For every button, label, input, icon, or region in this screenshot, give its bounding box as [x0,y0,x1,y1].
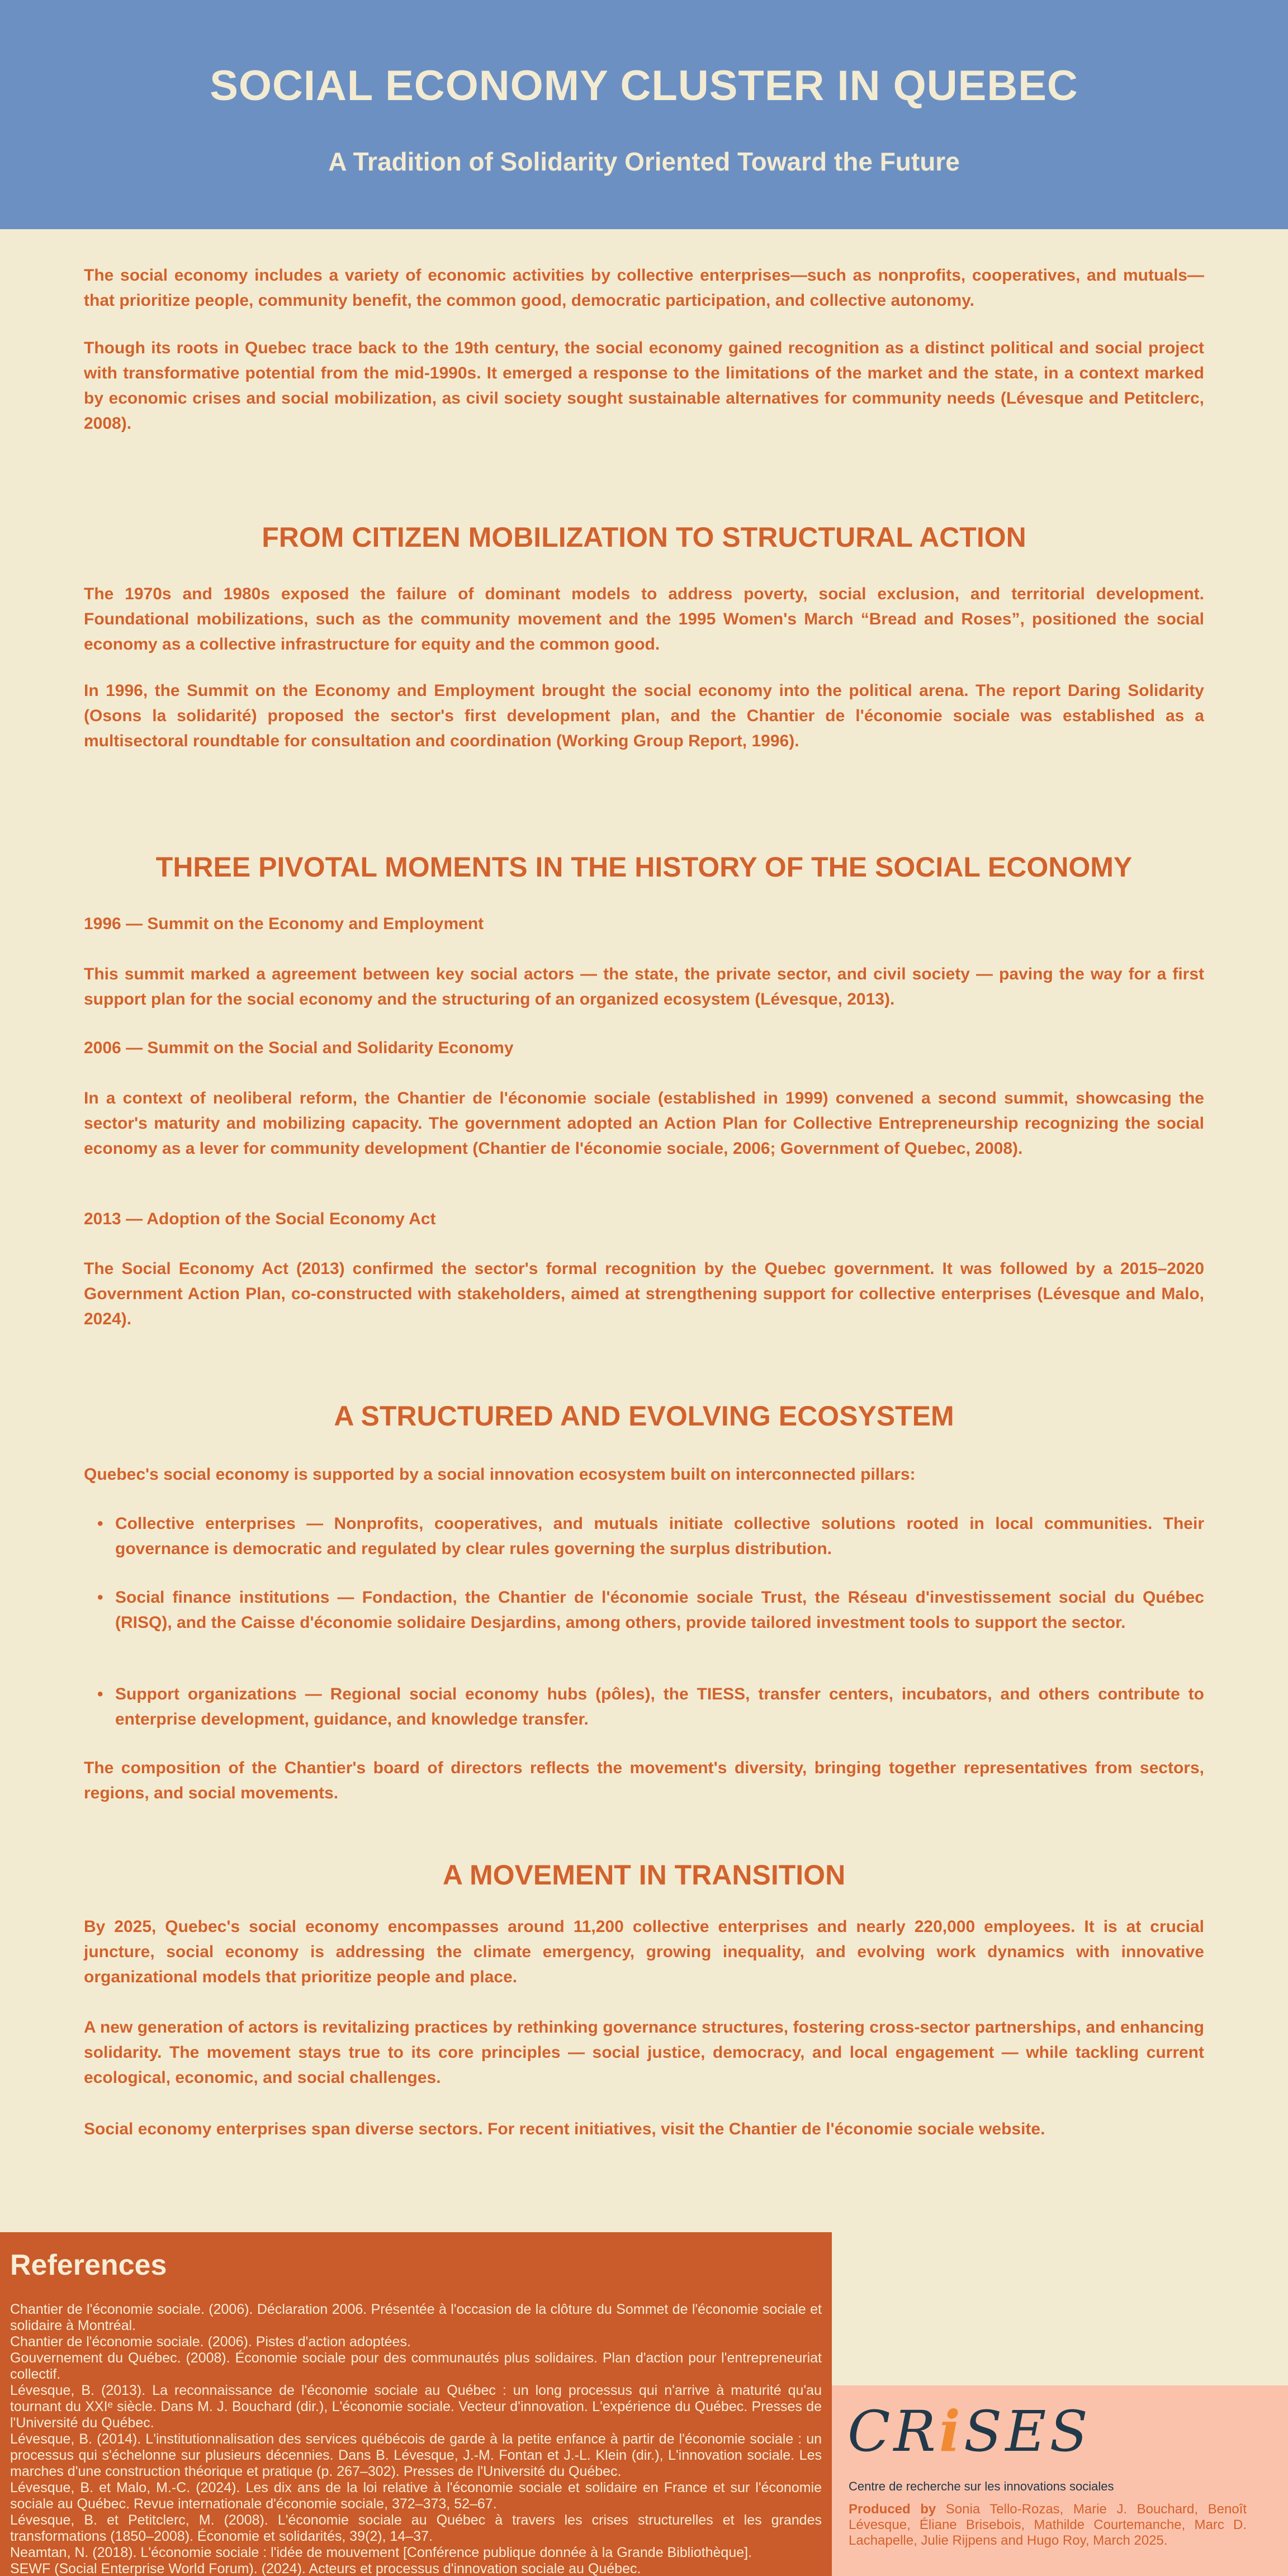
page-subtitle: A Tradition of Solidarity Oriented Toward the Future [328,147,960,176]
moment-1996-title: 1996 — Summit on the Economy and Employment [84,915,484,933]
intro-paragraph-2: Though its roots in Quebec trace back to the 19th century, the social economy gained recognition as a distinct political and social project with transformative potential from the mid-1990s. It emerged a response to the limitations of the market and the state, in a context marked by economic crises and social mobilization, as civil society sought sustainable alternatives for community needs (Lévesque and Petitclerc, 2008). [84,339,1204,433]
section-heading-citizen-mobilization: FROM CITIZEN MOBILIZATION TO STRUCTURAL ACTION [262,522,1026,553]
credits-panel [832,2385,1288,2576]
transition-paragraph-1: By 2025, Quebec's social economy encompasses around 11,200 collective enterprises and nearly 220,000 employees. It is at crucial juncture, social economy is addressing the climate emergency, growing inequality, and evolving work dynamics with innovative organizational models that prioritize people and place. [84,1917,1204,1986]
moment-1996-body: This summit marked a agreement between key social actors — the state, the private sector, and civil society — paving the way for a first support plan for the social economy and the structuring of an organized ecosystem (Lévesque, 2013). [84,965,1204,1008]
reference-entry: SEWF (Social Enterprise World Forum). (2024). Acteurs et processus d'innovation sociale au Québec. [10,2561,641,2576]
transition-paragraph-2: A new generation of actors is revitalizing practices by rethinking governance structures, fostering cross-sector partnerships, and enhancing solidarity. The movement stays true to its core principles — social justice, democracy, and local engagement — while tackling current ecological, economic, and social challenges. [84,2018,1204,2087]
ecosystem-bullet-support-organizations: • Support organizations — Regional social economy hubs (pôles), the TIESS, transfer centers, incubators, and others contribute to enterprise development, guidance, and knowledge transfer. [84,1682,1204,1732]
references-title: References [10,2249,167,2281]
reference-entry: Lévesque, B. et Malo, M.-C. (2024). Les dix ans de la loi relative à l'économie sociale et solidaire en France et sur l'économie sociale au Québec. Revue internationale d'économie sociale, 372–373, 52–67. [10,2480,822,2512]
ecosystem-intro: Quebec's social economy is supported by a social innovation ecosystem built on interconnected pillars: [84,1465,916,1484]
section1-paragraph-1: The 1970s and 1980s exposed the failure of dominant models to address poverty, social exclusion, and territorial development. Foundational mobilizations, such as the community movement and the 1995 Women's March “Bread and Roses”, positioned the social economy as a collective infrastructure for equity and the common good. [84,585,1204,654]
intro-paragraph-1: The social economy includes a variety of economic activities by collective enterprises—such as nonprofits, cooperatives, and mutuals—that prioritize people, community benefit, the common good, democratic participation, and collective autonomy. [84,266,1204,310]
reference-entry: Lévesque, B. (2013). La reconnaissance de l'économie sociale au Québec : un long processus qui n'arrive à maturité qu'au tournant du XXIᵉ siècle. Dans M. J. Bouchard (dir.), L'économie sociale. Vecteur d'innovation. L'expérience du Québec. Presses de l'Université du Québec. [10,2383,822,2431]
moment-2013-body: The Social Economy Act (2013) confirmed the sector's formal recognition by the Quebec government. It was followed by a 2015–2020 Government Action Plan, co-constructed with stakeholders, aimed at strengthening support for collective enterprises (Lévesque and Malo, 2024). [84,1259,1204,1328]
reference-entry: Lévesque, B. et Petitclerc, M. (2008). L'économie sociale au Québec à travers les crises structurelles et les grandes transformations (1850–2008). Économie et solidarités, 39(2), 14–37. [10,2512,822,2544]
transition-paragraph-3: Social economy enterprises span diverse sectors. For recent initiatives, visit the Chantier de l'économie sociale website. [84,2120,1045,2138]
ecosystem-bullet-social-finance: • Social finance institutions — Fondaction, the Chantier de l'économie sociale Trust, the Réseau d'investissement social du Québec (RISQ), and the Caisse d'économie solidaire Desjardins, among others, provide tailored investment tools to support the sector. [84,1585,1204,1635]
crises-logo [847,2398,1091,2465]
crises-tagline: Centre de recherche sur les innovations sociales [849,2479,1114,2493]
crises-logo-i: i [939,2398,964,2464]
credits-names: Sonia Tello-Rozas, Marie J. Bouchard, Benoît Lévesque, Éliane Brisebois, Mathilde Courtemanche, Marc D. Lachapelle, Julie Rijpens and Hugo Roy, March 2025. [849,2502,1247,2548]
moment-2006-body: In a context of neoliberal reform, the Chantier de l'économie sociale (established in 1999) convened a second summit, showcasing the sector's maturity and mobilizing capacity. The government adopted an Action Plan for Collective Entrepreneurship recognizing the social economy as a lever for community development (Chantier de l'économie sociale, 2006; Government of Quebec, 2008). [84,1089,1204,1158]
crises-logo-cr: CR [847,2399,939,2464]
section-heading-ecosystem: A STRUCTURED AND EVOLVING ECOSYSTEM [334,1400,954,1432]
section1-paragraph-2: In 1996, the Summit on the Economy and Employment brought the social economy into the political arena. The report Daring Solidarity (Osons la solidarité) proposed the sector's first development plan, and the Chantier de l'économie sociale was established as a multisectoral roundtable for consultation and coordination (Working Group Report, 1996). [84,681,1204,750]
reference-entry: Lévesque, B. (2014). L'institutionnalisation des services québécois de garde à la petite enfance à partir de l'économie sociale : un processus qui s'échelonne sur plusieurs décennies. Dans B. Lévesque, J.-M. Fontan et J.-L. Klein (dir.), L'innovation sociale. Les marches d'une construction théorique et pratique (p. 267–302). Presses de l'Université du Québec. [10,2431,822,2479]
crises-logo-ses: SES [963,2399,1091,2464]
reference-entry: Gouvernement du Québec. (2008). Économie sociale pour des communautés plus solidaires. Plan d'action pour l'entrepreneuriat collectif. [10,2350,822,2382]
reference-entry: Chantier de l'économie sociale. (2006). Déclaration 2006. Présentée à l'occasion de la clôture du Sommet de l'économie sociale et solidaire à Montréal. [10,2302,822,2333]
section-heading-three-pivotal-moments: THREE PIVOTAL MOMENTS IN THE HISTORY OF THE SOCIAL ECONOMY [155,851,1133,883]
header-banner [0,0,1288,229]
moment-2006-title: 2006 — Summit on the Social and Solidarity Economy [84,1039,514,1057]
credits-text [849,2502,1247,2549]
moment-2013-title: 2013 — Adoption of the Social Economy Act [84,1210,436,1228]
ecosystem-closing: The composition of the Chantier's board of directors reflects the movement's diversity, bringing together representatives from sectors, regions, and social movements. [84,1759,1204,1802]
reference-entry: Neamtan, N. (2018). L'économie sociale : l'idée de mouvement [Conférence publique donnée à la Grande Bibliothèque]. [10,2545,752,2560]
reference-entry: Chantier de l'économie sociale. (2006). Pistes d'action adoptées. [10,2334,411,2350]
references-box [0,2232,832,2576]
ecosystem-bullet-collective-enterprises: • Collective enterprises — Nonprofits, cooperatives, and mutuals initiate collective solutions rooted in local communities. Their governance is democratic and regulated by clear rules governing the surplus distribution. [84,1511,1204,1561]
page-title: SOCIAL ECONOMY CLUSTER IN QUEBEC [210,62,1078,110]
section-heading-movement-in-transition: A MOVEMENT IN TRANSITION [442,1859,846,1891]
credits-label: Produced by [849,2502,936,2517]
